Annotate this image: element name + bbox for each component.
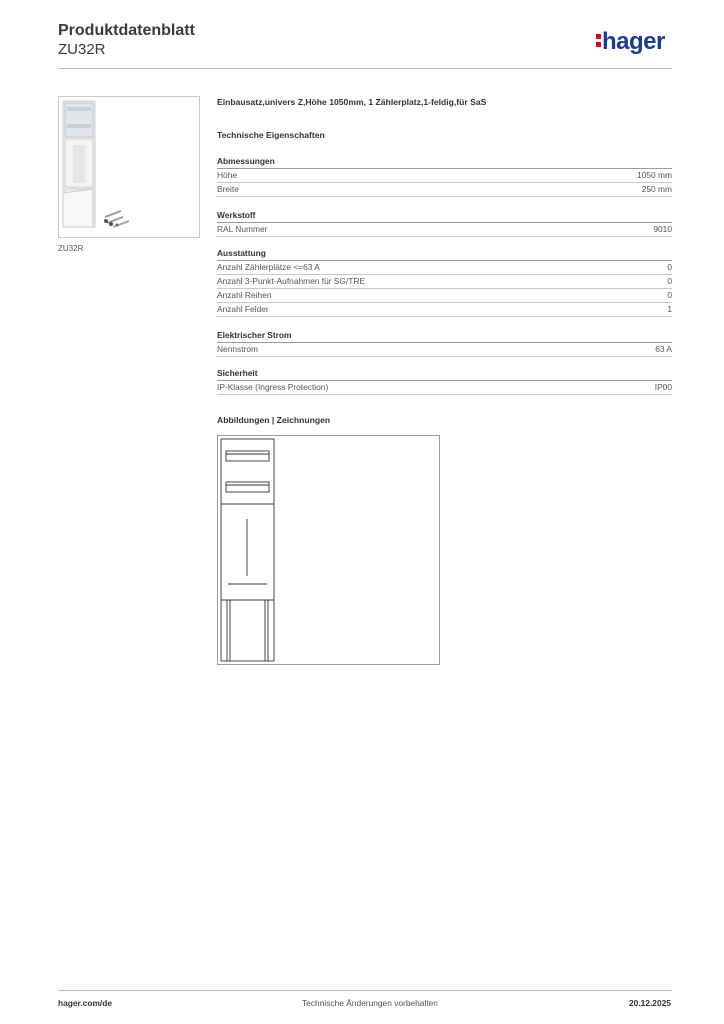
spec-value: 0: [667, 290, 672, 300]
logo-dots-icon: [596, 34, 601, 50]
group-title-equipment: Ausstattung: [217, 248, 266, 258]
drawings-title: Abbildungen | Zeichnungen: [217, 415, 331, 425]
group-title-electric-current: Elektrischer Strom: [217, 330, 292, 340]
spec-row: [217, 275, 672, 289]
spec-value: 9010: [653, 224, 672, 234]
spec-value: 1: [667, 304, 672, 314]
footer-notice: Technische Änderungen vorbehalten: [302, 998, 438, 1008]
header-divider: [58, 68, 672, 69]
product-photo-image: [59, 97, 199, 237]
spec-value: IP00: [654, 382, 672, 392]
technical-drawing: [217, 435, 440, 665]
product-description: Einbausatz,univers Z,Höhe 1050mm, 1 Zählerplatz,1-feldig,für SaS: [217, 97, 487, 107]
spec-row: [217, 169, 672, 183]
spec-value: 250 mm: [641, 184, 672, 194]
technical-drawing-image: [218, 436, 439, 664]
spec-row: [217, 223, 672, 237]
spec-value: 63 A: [655, 344, 672, 354]
document-title: Produktdatenblatt: [58, 22, 195, 39]
logo-text: hager: [602, 28, 665, 55]
spec-label: Breite: [217, 184, 239, 194]
spec-label: Nennstrom: [217, 344, 258, 354]
spec-row: [217, 289, 672, 303]
spec-label: Anzahl 3-Punkt-Aufnahmen für SG/TRE: [217, 276, 366, 286]
hager-logo: [596, 28, 665, 56]
spec-row: [217, 183, 672, 197]
spec-label: Höhe: [217, 170, 238, 180]
group-title-dimensions: Abmessungen: [217, 156, 275, 166]
spec-row: [217, 303, 672, 317]
technical-properties-title: Technische Eigenschaften: [217, 130, 325, 140]
product-code: ZU32R: [58, 41, 106, 58]
photo-caption: ZU32R: [58, 244, 84, 253]
spec-row: [217, 381, 672, 395]
spec-label: IP-Klasse (Ingress Protection): [217, 382, 329, 392]
group-title-material: Werkstoff: [217, 210, 256, 220]
footer-date: 20.12.2025: [629, 998, 671, 1008]
spec-value: 0: [667, 276, 672, 286]
spec-label: Anzahl Felder: [217, 304, 269, 314]
product-photo: [58, 96, 200, 238]
footer-website-link[interactable]: hager.com/de: [58, 998, 112, 1008]
spec-row: [217, 343, 672, 357]
spec-label: RAL Nummer: [217, 224, 268, 234]
spec-value: 0: [667, 262, 672, 272]
spec-label: Anzahl Reihen: [217, 290, 272, 300]
spec-value: 1050 mm: [637, 170, 672, 180]
group-title-safety: Sicherheit: [217, 368, 258, 378]
spec-label: Anzahl Zählerplätze <=63 A: [217, 262, 320, 272]
spec-row: [217, 261, 672, 275]
footer-divider: [58, 990, 672, 991]
